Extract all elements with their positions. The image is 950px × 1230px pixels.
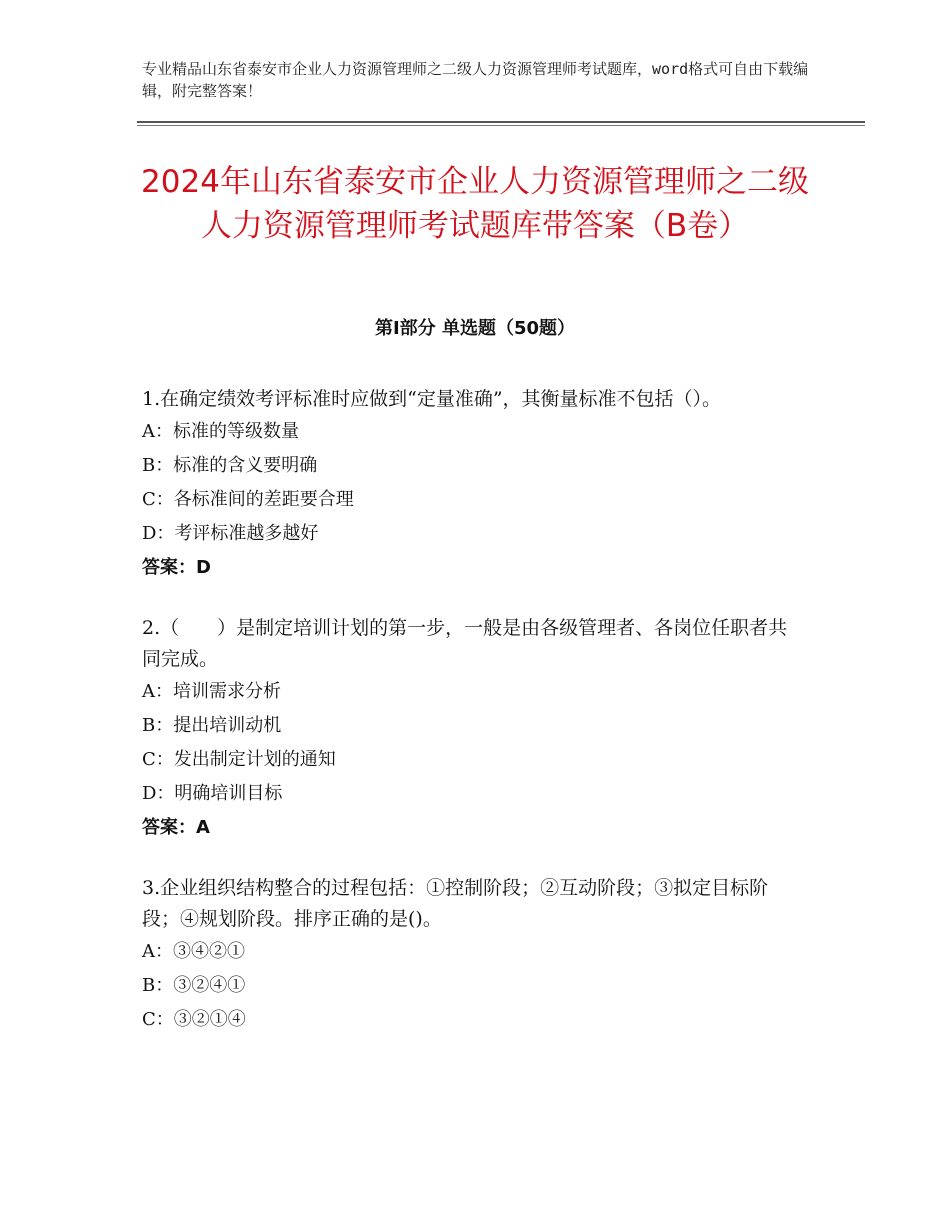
question-3: [142, 873, 802, 1037]
page-title: 2024年山东省泰安市企业人力资源管理师之二级人力资源管理师考试题库带答案（B卷）: [141, 164, 809, 244]
option-b: B：③②④①: [142, 975, 246, 996]
option-c: C：各标准间的差距要合理: [142, 489, 354, 510]
option-a: A：培训需求分析: [142, 681, 281, 702]
option-d: D：考评标准越多越好: [142, 523, 319, 544]
option-c: C：发出制定计划的通知: [142, 749, 336, 770]
option-d: D：明确培训目标: [142, 783, 283, 804]
answer: 答案：D: [142, 557, 211, 578]
option-c: C：③②①④: [142, 1009, 246, 1030]
answer: 答案：A: [142, 817, 210, 838]
header-note: 专业精品山东省泰安市企业人力资源管理师之二级人力资源管理师考试题库，word格式可自由下载编辑，附完整答案！: [142, 60, 809, 100]
header-rule: [137, 121, 865, 123]
option-b: B：标准的含义要明确: [142, 455, 318, 476]
question-list: [142, 384, 802, 1065]
section-title: 第Ⅰ部分 单选题（50题）: [374, 318, 575, 339]
question-stem: 1.在确定绩效考评标准时应做到“定量准确”，其衡量标准不包括（）。: [142, 388, 722, 410]
option-a: A：③④②①: [142, 941, 245, 962]
header-rule-thin: [137, 125, 865, 126]
question-stem: 3.企业组织结构整合的过程包括：①控制阶段；②互动阶段；③拟定目标阶段；④规划阶段。排序正确的是()。: [142, 877, 769, 930]
question-stem: 2.（ ）是制定培训计划的第一步，一般是由各级管理者、各岗位任职者共同完成。: [142, 617, 788, 670]
option-a: A：标准的等级数量: [142, 421, 299, 442]
question-1: [142, 384, 802, 585]
option-b: B：提出培训动机: [142, 715, 282, 736]
question-2: [142, 613, 802, 845]
